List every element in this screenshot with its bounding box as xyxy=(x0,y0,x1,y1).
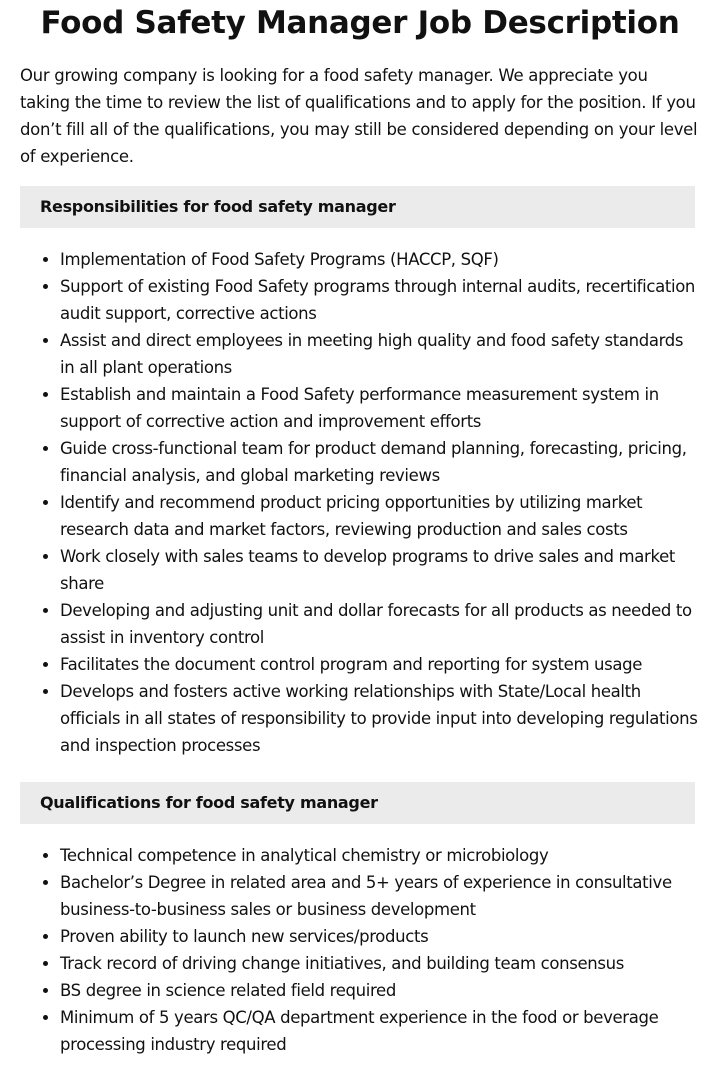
list-item: • Track record of driving change initiatives, and building team consensus xyxy=(60,950,700,977)
list-item: • Develops and fosters active working relationships with State/Local health officials in all states of responsibility to provide input into developing regulations and inspection processes xyxy=(60,678,700,759)
list-item: • Bachelor’s Degree in related area and 5+ years of experience in consultative business-to-business sales or business development xyxy=(60,869,700,923)
list-item: • Proven ability to launch new services/products xyxy=(60,923,700,950)
responsibilities-list xyxy=(20,246,700,759)
list-item: • Implementation of Food Safety Programs (HACCP, SQF) xyxy=(60,246,700,273)
qualifications-list xyxy=(20,842,700,1058)
responsibilities-heading: Responsibilities for food safety manager xyxy=(20,186,695,228)
list-item: • BS degree in science related field required xyxy=(60,977,700,1004)
list-item: • Support of existing Food Safety programs through internal audits, recertification audit support, corrective actions xyxy=(60,273,700,327)
page-title: Food Safety Manager Job Description xyxy=(40,5,680,41)
intro-paragraph: Our growing company is looking for a food safety manager. We appreciate you taking the time to review the list of qualifications and to apply for the position. If you don’t fill all of the qualifications, you may still be considered depending on your level of experience. xyxy=(20,66,698,166)
list-item: • Facilitates the document control program and reporting for system usage xyxy=(60,651,700,678)
qualifications-heading: Qualifications for food safety manager xyxy=(20,782,695,824)
list-item: • Minimum of 5 years QC/QA department experience in the food or beverage processing industry required xyxy=(60,1004,700,1058)
list-item: • Developing and adjusting unit and dollar forecasts for all products as needed to assist in inventory control xyxy=(60,597,700,651)
list-item: • Identify and recommend product pricing opportunities by utilizing market research data and market factors, reviewing production and sales costs xyxy=(60,489,700,543)
list-item: • Establish and maintain a Food Safety performance measurement system in support of corrective action and improvement efforts xyxy=(60,381,700,435)
list-item: • Guide cross-functional team for product demand planning, forecasting, pricing, financial analysis, and global marketing reviews xyxy=(60,435,700,489)
list-item: • Assist and direct employees in meeting high quality and food safety standards in all plant operations xyxy=(60,327,700,381)
list-item: • Work closely with sales teams to develop programs to drive sales and market share xyxy=(60,543,700,597)
list-item: • Technical competence in analytical chemistry or microbiology xyxy=(60,842,700,869)
